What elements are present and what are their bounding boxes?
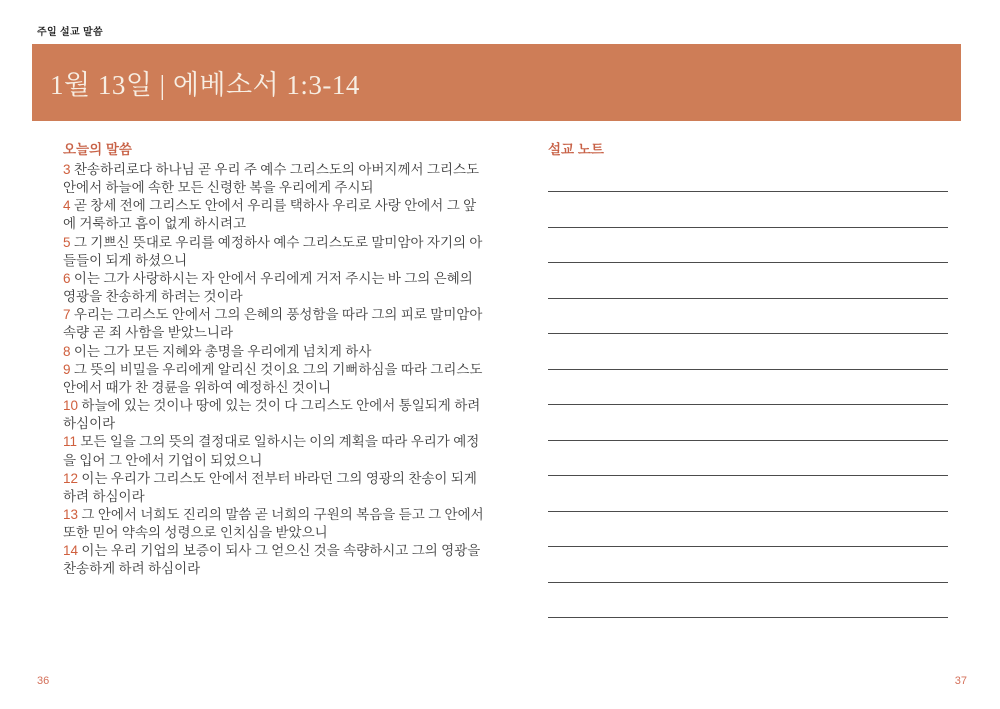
- verse: 3 찬송하리로다 하나님 곧 우리 주 예수 그리스도의 아버지께서 그리스도 안에서 하늘에 속한 모든 신령한 복을 우리에게 주시되: [63, 162, 480, 196]
- verse: 4 곧 창세 전에 그리스도 안에서 우리를 택하사 우리로 사랑 안에서 그 앞에 거룩하고 흠이 없게 하시려고: [63, 198, 477, 232]
- verse-number: 5: [63, 234, 71, 250]
- verse: 8 이는 그가 모든 지혜와 총명을 우리에게 넘치게 하사: [63, 343, 372, 359]
- verse-number: 7: [63, 307, 71, 323]
- verse-number: 12: [63, 470, 79, 486]
- verse-number: 4: [63, 198, 71, 214]
- verse-number: 9: [63, 361, 71, 377]
- note-line: [548, 227, 948, 263]
- chapter-banner: [32, 44, 961, 121]
- scripture-heading: 오늘의 말씀: [63, 142, 132, 157]
- note-line: [548, 511, 948, 547]
- verse-number: 6: [63, 270, 71, 286]
- note-line: [548, 404, 948, 440]
- note-line: [548, 333, 948, 369]
- note-line: [548, 440, 948, 476]
- verse-number: 13: [63, 506, 79, 522]
- verse-number: 14: [63, 543, 79, 559]
- verse: 14 이는 우리 기업의 보증이 되사 그 얻으신 것을 속량하시고 그의 영광을 찬송하게 하려 하심이라: [63, 543, 481, 577]
- verse: 11 모든 일을 그의 뜻의 결정대로 일하시는 이의 계획을 따라 우리가 예정을 입어 그 안에서 기업이 되었으니: [63, 434, 480, 468]
- chapter-title: 1월 13일 | 에베소서 1:3-14: [50, 70, 360, 100]
- note-line: [548, 582, 948, 618]
- verse-number: 3: [63, 162, 71, 177]
- verse: 5 그 기쁘신 뜻대로 우리를 예정하사 예수 그리스도로 말미암아 자기의 아들들이 되게 하셨으니: [63, 234, 483, 268]
- notes-heading: 설교 노트: [548, 142, 604, 157]
- verse-number: 10: [63, 398, 79, 414]
- scripture-text: [63, 161, 484, 579]
- note-line: [548, 546, 948, 582]
- note-line: [548, 191, 948, 227]
- verse: 12 이는 우리가 그리스도 안에서 전부터 바라던 그의 영광의 찬송이 되게 하려 하심이라: [63, 470, 477, 504]
- verse-number: 8: [63, 343, 71, 359]
- page-number-left: 36: [37, 675, 50, 687]
- note-line: [548, 617, 948, 653]
- verse: 13 그 안에서 너희도 진리의 말씀 곧 너희의 구원의 복음을 듣고 그 안에서 또한 믿어 약속의 성령으로 인치심을 받았으니: [63, 506, 484, 541]
- page-number-right: 37: [954, 675, 967, 687]
- verse-number: 11: [63, 434, 78, 450]
- verse: 6 이는 그가 사랑하시는 자 안에서 우리에게 거저 주시는 바 그의 은혜의 영광을 찬송하게 하려는 것이라: [63, 270, 473, 305]
- note-line: [548, 262, 948, 298]
- running-head: 주일 설교 말씀: [37, 27, 103, 38]
- note-line: [548, 369, 948, 405]
- note-line: [548, 298, 948, 334]
- verse: 10 하늘에 있는 것이나 땅에 있는 것이 다 그리스도 안에서 통일되게 하려 하심이라: [63, 398, 481, 432]
- notes-lines: [548, 191, 948, 653]
- verse: 7 우리는 그리스도 안에서 그의 은혜의 풍성함을 따라 그의 피로 말미암아 속량 곧 죄 사함을 받았느니라: [63, 307, 483, 341]
- verse: 9 그 뜻의 비밀을 우리에게 알리신 것이요 그의 기뻐하심을 따라 그리스도 안에서 때가 찬 경륜을 위하여 예정하신 것이니: [63, 361, 483, 395]
- note-line: [548, 475, 948, 511]
